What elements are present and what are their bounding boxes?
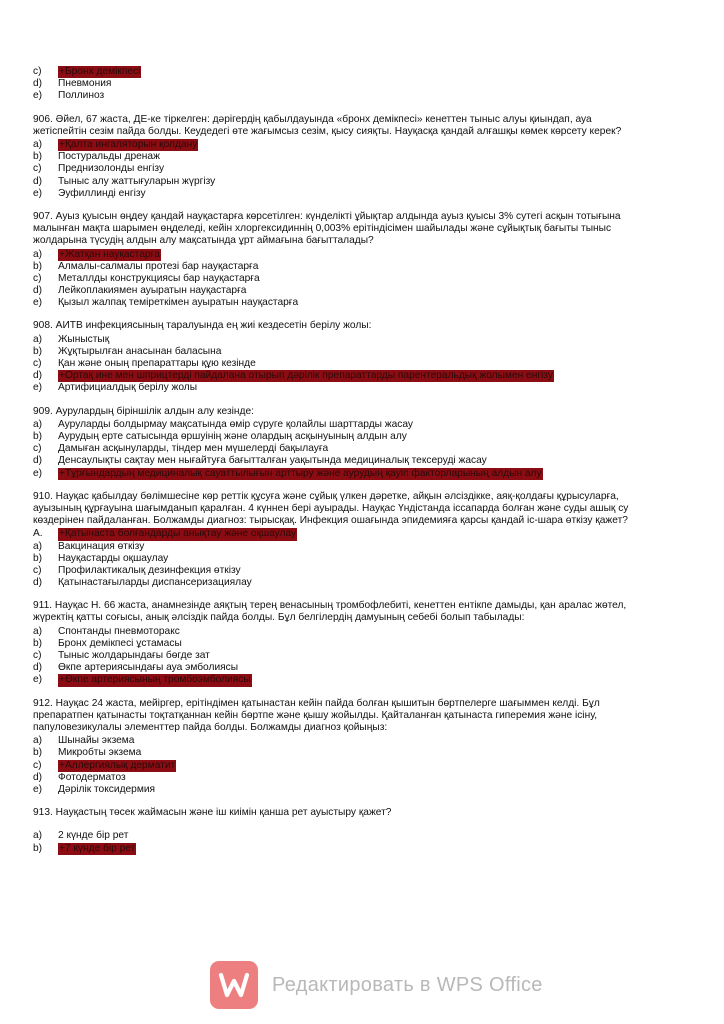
question-block bbox=[33, 406, 693, 480]
answer-option bbox=[33, 334, 693, 346]
option-label: b) bbox=[33, 842, 43, 854]
option-label: c) bbox=[33, 650, 42, 662]
wps-logo-icon[interactable] bbox=[210, 961, 258, 1009]
answer-option-correct bbox=[33, 139, 693, 151]
answer-option bbox=[33, 830, 693, 842]
option-label: b) bbox=[33, 430, 43, 442]
answer-option-correct bbox=[33, 468, 693, 480]
option-text: Науқастарды оқшаулау bbox=[58, 552, 169, 564]
option-text: Тыныс жолдарындағы бөгде зат bbox=[58, 650, 210, 662]
question-line: 909. Аурулардың біріншілік алдын алу кезінде: bbox=[33, 405, 254, 417]
option-label: b) bbox=[33, 552, 43, 564]
lead-options bbox=[33, 66, 693, 103]
correct-answer-text: +Аллергиялық дерматит bbox=[59, 759, 176, 771]
option-text: Өкпе артериясындағы ауа эмболиясы bbox=[58, 662, 239, 674]
option-label: b) bbox=[33, 345, 43, 357]
spacer bbox=[33, 820, 693, 830]
option-label: e) bbox=[33, 467, 43, 479]
answer-option bbox=[33, 346, 693, 358]
answer-option-correct bbox=[33, 528, 693, 540]
option-text: Спонтанды пневмоторакс bbox=[58, 625, 180, 637]
answer-option-correct bbox=[33, 843, 693, 855]
answer-option-correct bbox=[33, 370, 693, 382]
question-text bbox=[33, 491, 693, 528]
answer-option bbox=[33, 188, 693, 200]
question-block bbox=[33, 320, 693, 394]
question-line: папуловезикулалы элементтер пайда болды. Болжамды диагноз қойыңыз: bbox=[33, 722, 388, 734]
question-line: жетіспейтін сезім пайда болды. Кеудедегі өте жағымсыз сезім, қысу сияқты. Науқасқа қандай алғашқы көмек көрсету керек? bbox=[33, 125, 622, 137]
option-label: d) bbox=[33, 78, 43, 90]
option-label: c) bbox=[33, 358, 42, 370]
answer-option bbox=[33, 297, 693, 309]
question-block bbox=[33, 491, 693, 590]
answer-option bbox=[33, 772, 693, 784]
correct-answer-text: +7 күнде бір рет bbox=[59, 842, 136, 854]
option-text: Дамыған асқынуларды, тіндер мен мүшелерді бақылауға bbox=[58, 443, 329, 455]
answer-option-correct bbox=[33, 249, 693, 261]
answer-option-correct bbox=[33, 66, 693, 78]
option-text: Тыныс алу жаттығуларын жүргізу bbox=[58, 175, 216, 187]
answer-option bbox=[33, 273, 693, 285]
correct-answer-text: +Өкпе артериясының тромбоэмболиясы bbox=[59, 674, 251, 686]
option-text: Жыныстық bbox=[58, 333, 110, 345]
correct-answer-text: +Жатқан науқастарға bbox=[59, 248, 160, 260]
answer-option bbox=[33, 443, 693, 455]
question-text bbox=[33, 406, 693, 418]
option-label: e) bbox=[33, 783, 43, 795]
wps-edit-banner[interactable] bbox=[210, 961, 543, 1009]
correct-answer-text: +Ортақ ине мен шприцтерді пайдалана отырып дәрілік препараттарды парентеральдық жолымен енгізу bbox=[59, 370, 553, 382]
option-label: a) bbox=[33, 540, 43, 552]
option-text: Денсаулықты сақтау мен нығайтуға бағытталған уақытында медициналық тексеруді жасау bbox=[58, 455, 487, 467]
question-text bbox=[33, 114, 693, 138]
option-label: a) bbox=[33, 138, 43, 150]
question-line: көздерінен пайдаланған. Болжамды диагноз: тырысқақ. Инфекция ошағында эпидемияға қарсы қандай іс-шара өткізу қажет? bbox=[33, 515, 628, 527]
option-text: Профилактикалық дезинфекция өткізу bbox=[58, 564, 241, 576]
option-label: c) bbox=[33, 759, 42, 771]
option-text: Эуфиллинді енгізу bbox=[58, 187, 146, 199]
question-line: 908. АИТВ инфекциясының таралуында ең жиі кездесетін берілу жолы: bbox=[33, 320, 372, 332]
option-text: Ауруларды болдырмау мақсатында өмір сүруге қолайлы шарттарды жасау bbox=[58, 418, 414, 430]
option-label: d) bbox=[33, 455, 43, 467]
answer-option bbox=[33, 662, 693, 674]
answer-option bbox=[33, 784, 693, 796]
question-text bbox=[33, 698, 693, 735]
question-text bbox=[33, 211, 693, 248]
option-label: d) bbox=[33, 577, 43, 589]
option-label: c) bbox=[33, 443, 42, 455]
question-text bbox=[33, 320, 693, 332]
option-text: Пневмония bbox=[58, 78, 112, 90]
answer-option bbox=[33, 735, 693, 747]
option-label: d) bbox=[33, 771, 43, 783]
question-line: жолдарына түсудің алдын алу мақсатында ұрт аймағына бағытталады? bbox=[33, 235, 374, 247]
option-text: Постуральды дренаж bbox=[58, 151, 160, 163]
option-label: a) bbox=[33, 735, 43, 747]
option-text: Преднизолонды енгізу bbox=[58, 163, 165, 175]
question-line: 907. Ауыз қуысын өңдеу қандай науқастарға көрсетілген: күнделікті ұйықтар алдында ауыз қуысы 3% сутегі асқын тотығына bbox=[33, 210, 621, 222]
option-text: Бронх демікпесі ұстамасы bbox=[58, 637, 182, 649]
option-label: e) bbox=[33, 674, 43, 686]
option-label: c) bbox=[33, 564, 42, 576]
option-label: c) bbox=[33, 66, 42, 77]
answer-option bbox=[33, 553, 693, 565]
answer-option bbox=[33, 565, 693, 577]
answer-option bbox=[33, 541, 693, 553]
answer-option bbox=[33, 151, 693, 163]
answer-option bbox=[33, 163, 693, 175]
answer-option-correct bbox=[33, 674, 693, 686]
question-line: 913. Науқастың төсек жаймасын және іш киімін қанша рет ауыстыру қажет? bbox=[33, 807, 392, 819]
question-line: 911. Науқас Н. 66 жаста, анамнезінде аяқтың терең венасының тромбофлебиті, кенеттен ентікпе дамыды, қан аралас жөтел, bbox=[33, 600, 627, 612]
question-text bbox=[33, 600, 693, 624]
question-block bbox=[33, 600, 693, 686]
option-label: e) bbox=[33, 90, 43, 102]
question-line: ауызының құрғауына шағымданып қаралған. 4 күннен бері ауырады. Науқас Үндістанда іссапарда болған және суды ашық су bbox=[33, 502, 629, 514]
question-list bbox=[33, 114, 693, 855]
correct-answer-text: +Қалта ингаляторын қолдану bbox=[59, 138, 198, 150]
question-line: малынған мақта шарымен өңделеді, кейін хлоргексидиннің 0,003% ерітіндісімен шайылады және сұйықтық бағыты тыныс bbox=[33, 223, 612, 235]
question-line: жүректің қатты соғысы, анық әлсіздік пайда болды. Бұл белгілердің дамуының себебі болып табылады: bbox=[33, 612, 525, 624]
answer-option bbox=[33, 78, 693, 90]
correct-answer-text: +Тұрғындардың медициналық сауаттылығын арттыру және аурудың қауіп факторларының алдын алу bbox=[59, 467, 542, 479]
option-text: Металлды конструкциясы бар науқастарға bbox=[58, 272, 260, 284]
question-block bbox=[33, 114, 693, 200]
correct-answer-text: +Бронх демікпесі bbox=[59, 66, 141, 77]
option-text: 2 күнде бір рет bbox=[58, 830, 129, 842]
option-label: b) bbox=[33, 637, 43, 649]
answer-option bbox=[33, 638, 693, 650]
answer-option bbox=[33, 285, 693, 297]
option-text: Аурудың ерте сатысында өршуінің және олардың асқынуының алдын алу bbox=[58, 430, 407, 442]
option-label: a) bbox=[33, 418, 43, 430]
option-label: a) bbox=[33, 830, 43, 842]
option-label: a) bbox=[33, 625, 43, 637]
option-label: b) bbox=[33, 260, 43, 272]
question-line: 910. Науқас қабылдау бөлімшесіне көр реттік құсуға және сұйық үлкен дәретке, айқын әлсіздікке, аяқ-қолдағы құрысуларға, bbox=[33, 490, 619, 502]
option-label: e) bbox=[33, 187, 43, 199]
option-label: b) bbox=[33, 747, 43, 759]
question-block bbox=[33, 698, 693, 797]
option-label: d) bbox=[33, 175, 43, 187]
option-text: Артифициалдық берілу жолы bbox=[58, 382, 198, 394]
option-label: b) bbox=[33, 151, 43, 163]
answer-option bbox=[33, 261, 693, 273]
answer-option bbox=[33, 455, 693, 467]
question-line: 912. Науқас 24 жаста, мейіргер, ерітіндімен қатынастан кейін пайда болған қышитын бөртпелерге шағыммен келді. Бұл bbox=[33, 697, 600, 709]
answer-option bbox=[33, 90, 693, 102]
option-text: Микробты экзема bbox=[58, 747, 142, 759]
document-body bbox=[33, 66, 693, 866]
question-block bbox=[33, 211, 693, 310]
answer-option bbox=[33, 358, 693, 370]
option-label: e) bbox=[33, 382, 43, 394]
option-text: Лейкоплакиямен ауыратын науқастарға bbox=[58, 285, 247, 297]
question-text bbox=[33, 807, 693, 819]
answer-option bbox=[33, 577, 693, 589]
question-block bbox=[33, 807, 693, 855]
question-line: препаратпен қатынасты тоқтатқаннан кейін бөртпе және қышу жойылды. Қайталанған қатынаста гиперемия және ісіну, bbox=[33, 709, 598, 721]
option-label: A. bbox=[33, 528, 43, 540]
option-text: Поллиноз bbox=[58, 90, 105, 102]
option-label: a) bbox=[33, 333, 43, 345]
correct-answer-text: +Қатынаста болғандарды анықтау және оқшаулау bbox=[59, 528, 297, 540]
answer-option bbox=[33, 419, 693, 431]
answer-option bbox=[33, 747, 693, 759]
option-label: d) bbox=[33, 370, 43, 382]
answer-option bbox=[33, 382, 693, 394]
option-text: Алмалы-салмалы протезі бар науқастарға bbox=[58, 260, 259, 272]
option-label: c) bbox=[33, 163, 42, 175]
option-text: Жұқтырылған анасынан баласына bbox=[58, 345, 222, 357]
option-text: Қан және оның препараттары құю кезінде bbox=[58, 358, 256, 370]
option-label: a) bbox=[33, 248, 43, 260]
option-label: e) bbox=[33, 297, 43, 309]
option-text: Фотодерматоз bbox=[58, 771, 126, 783]
answer-option bbox=[33, 650, 693, 662]
option-label: d) bbox=[33, 285, 43, 297]
option-label: d) bbox=[33, 662, 43, 674]
answer-option bbox=[33, 431, 693, 443]
option-text: Қызыл жалпақ теміреткімен ауыратын науқастарға bbox=[58, 297, 299, 309]
option-label: c) bbox=[33, 272, 42, 284]
option-text: Дәрілік токсидермия bbox=[58, 783, 156, 795]
wps-edit-link[interactable]: Редактировать в WPS Office bbox=[272, 973, 543, 996]
option-text: Шынайы экзема bbox=[58, 735, 135, 747]
answer-option bbox=[33, 176, 693, 188]
option-text: Қатынастағыларды диспансеризациялау bbox=[58, 577, 252, 589]
option-text: Вакцинация өткізу bbox=[58, 540, 145, 552]
answer-option bbox=[33, 626, 693, 638]
answer-option-correct bbox=[33, 760, 693, 772]
question-line: 906. Әйел, 67 жаста, ДЕ-ке тіркелген: дәрігердің қабылдауында «бронх демікпесі» кенеттен тыныс алуы қиындап, ауа bbox=[33, 113, 592, 125]
